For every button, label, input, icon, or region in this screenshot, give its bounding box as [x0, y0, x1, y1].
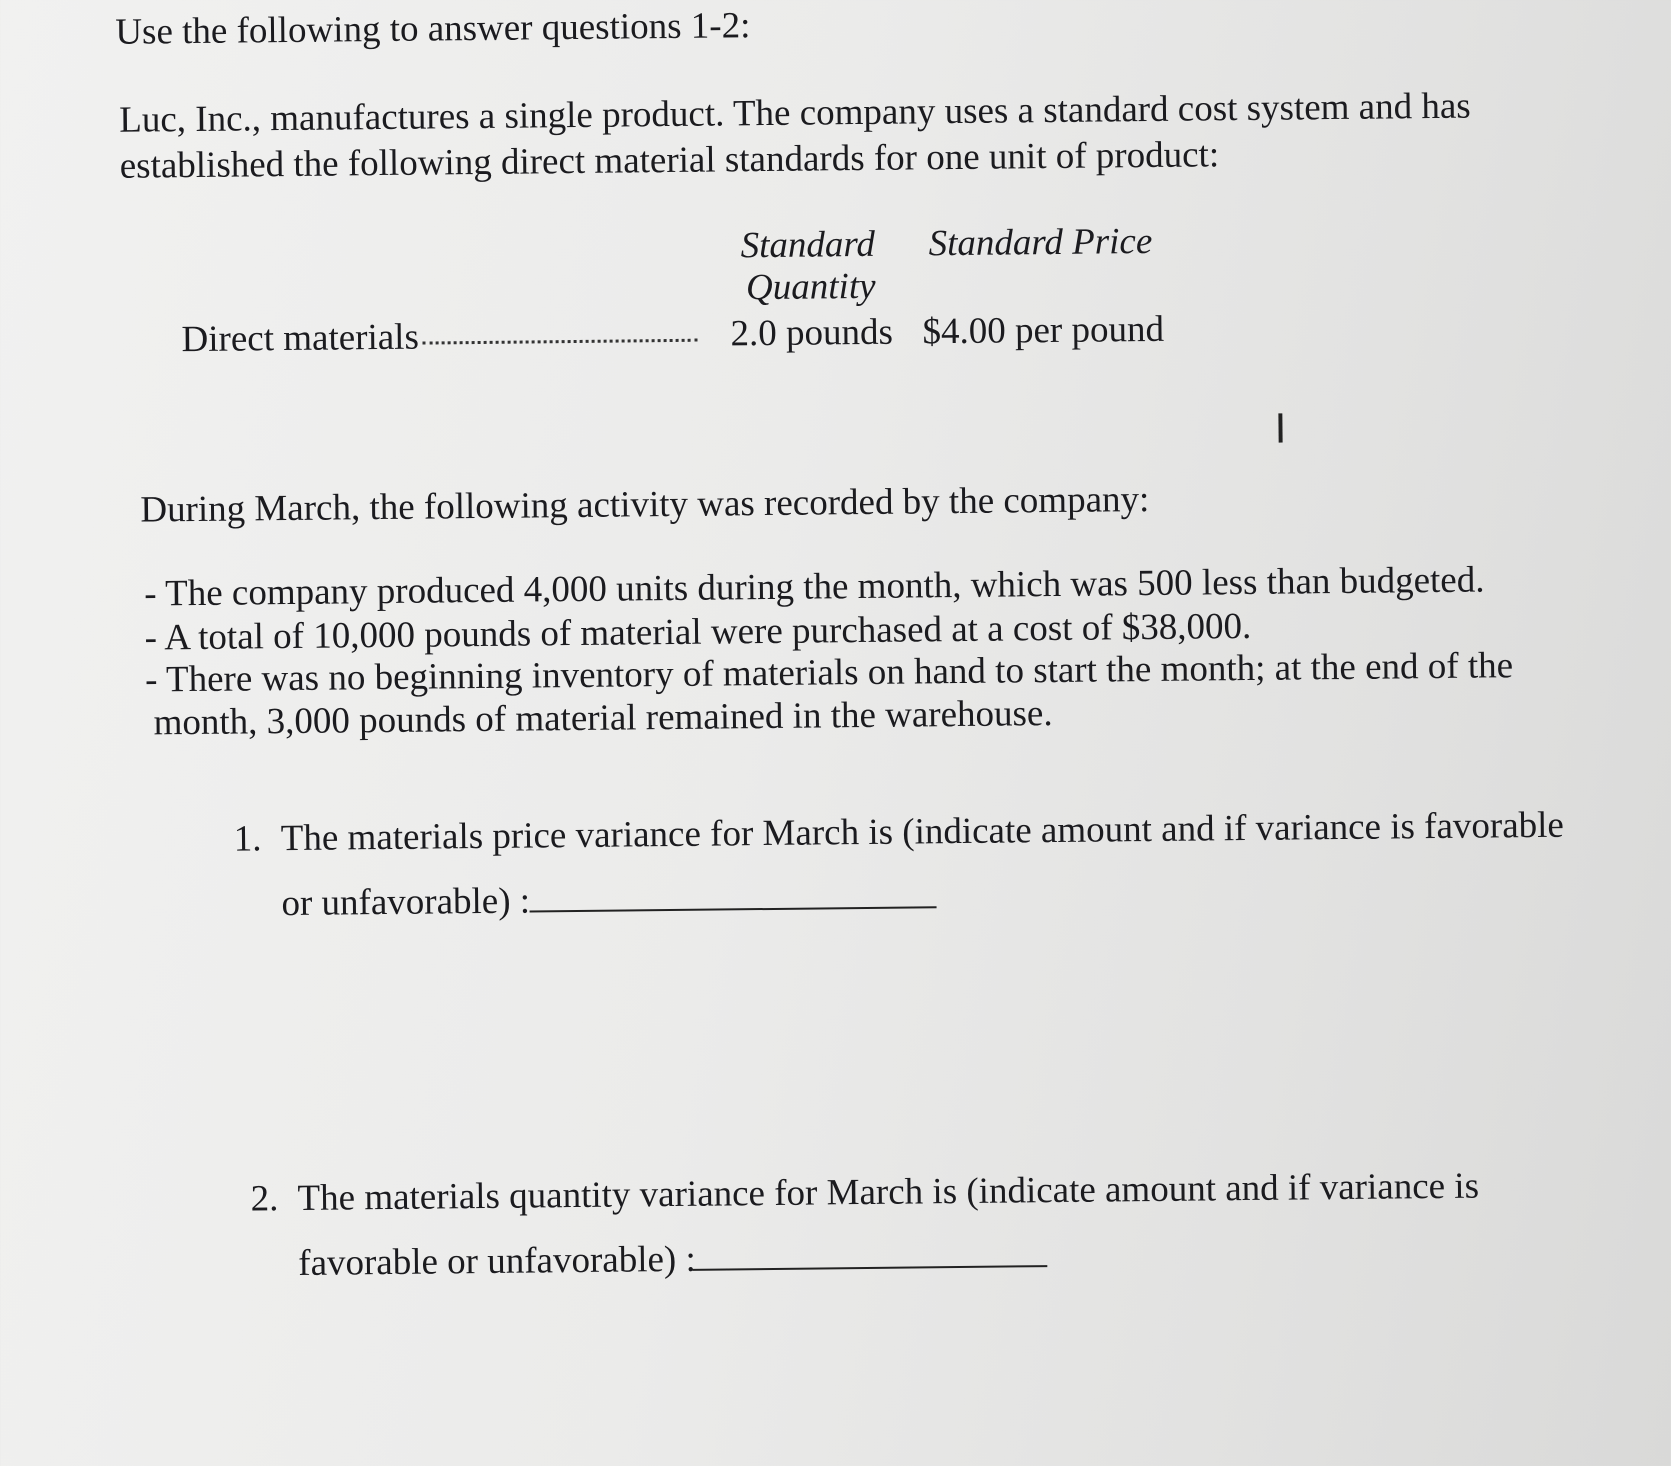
activity-bullet-2: - A total of 10,000 pounds of material were purchased at a cost of $38,000. [144, 605, 1252, 659]
activity-bullet-3-line-2: month, 3,000 pounds of material remained in the warehouse. [153, 693, 1053, 744]
header-standard-quantity-line-2: Quantity [745, 265, 876, 309]
description-line-1: Luc, Inc., manufactures a single product. The company uses a standard cost system and has [119, 85, 1471, 141]
activity-bullet-3-line-1: - There was no beginning inventory of materials on hand to start the month; at the end of the [144, 645, 1514, 701]
question-2-line-2: favorable or unfavorable) : [298, 1238, 697, 1284]
direct-materials-label: Direct materials [181, 316, 420, 361]
question-1-answer-blank[interactable] [530, 906, 937, 912]
activity-heading: During March, the following activity was recorded by the company: [140, 478, 1150, 531]
text-cursor-icon: I [1274, 406, 1287, 453]
intro-heading: Use the following to answer questions 1-2: [115, 5, 751, 53]
direct-materials-quantity: 2.0 pounds [730, 311, 894, 355]
header-standard-quantity-line-1: Standard [740, 223, 876, 267]
question-2-line-1: The materials quantity variance for March is (indicate amount and if variance is [297, 1165, 1480, 1219]
question-1-number: 1. [233, 818, 262, 860]
question-1-line-2: or unfavorable) : [281, 880, 531, 925]
header-standard-price: Standard Price [928, 220, 1153, 265]
direct-materials-price: $4.00 per pound [922, 308, 1165, 353]
activity-bullet-1: - The company produced 4,000 units during the month, which was 500 less than budgeted. [144, 559, 1485, 615]
question-1-line-1: The materials price variance for March is (indicate amount and if variance is favorable [280, 804, 1565, 860]
question-2-number: 2. [250, 1178, 279, 1220]
direct-materials-row-label [181, 313, 698, 363]
leader-dots [423, 339, 698, 345]
question-2-answer-blank[interactable] [692, 1265, 1047, 1271]
description-line-2: established the following direct material standards for one unit of product: [119, 134, 1220, 187]
